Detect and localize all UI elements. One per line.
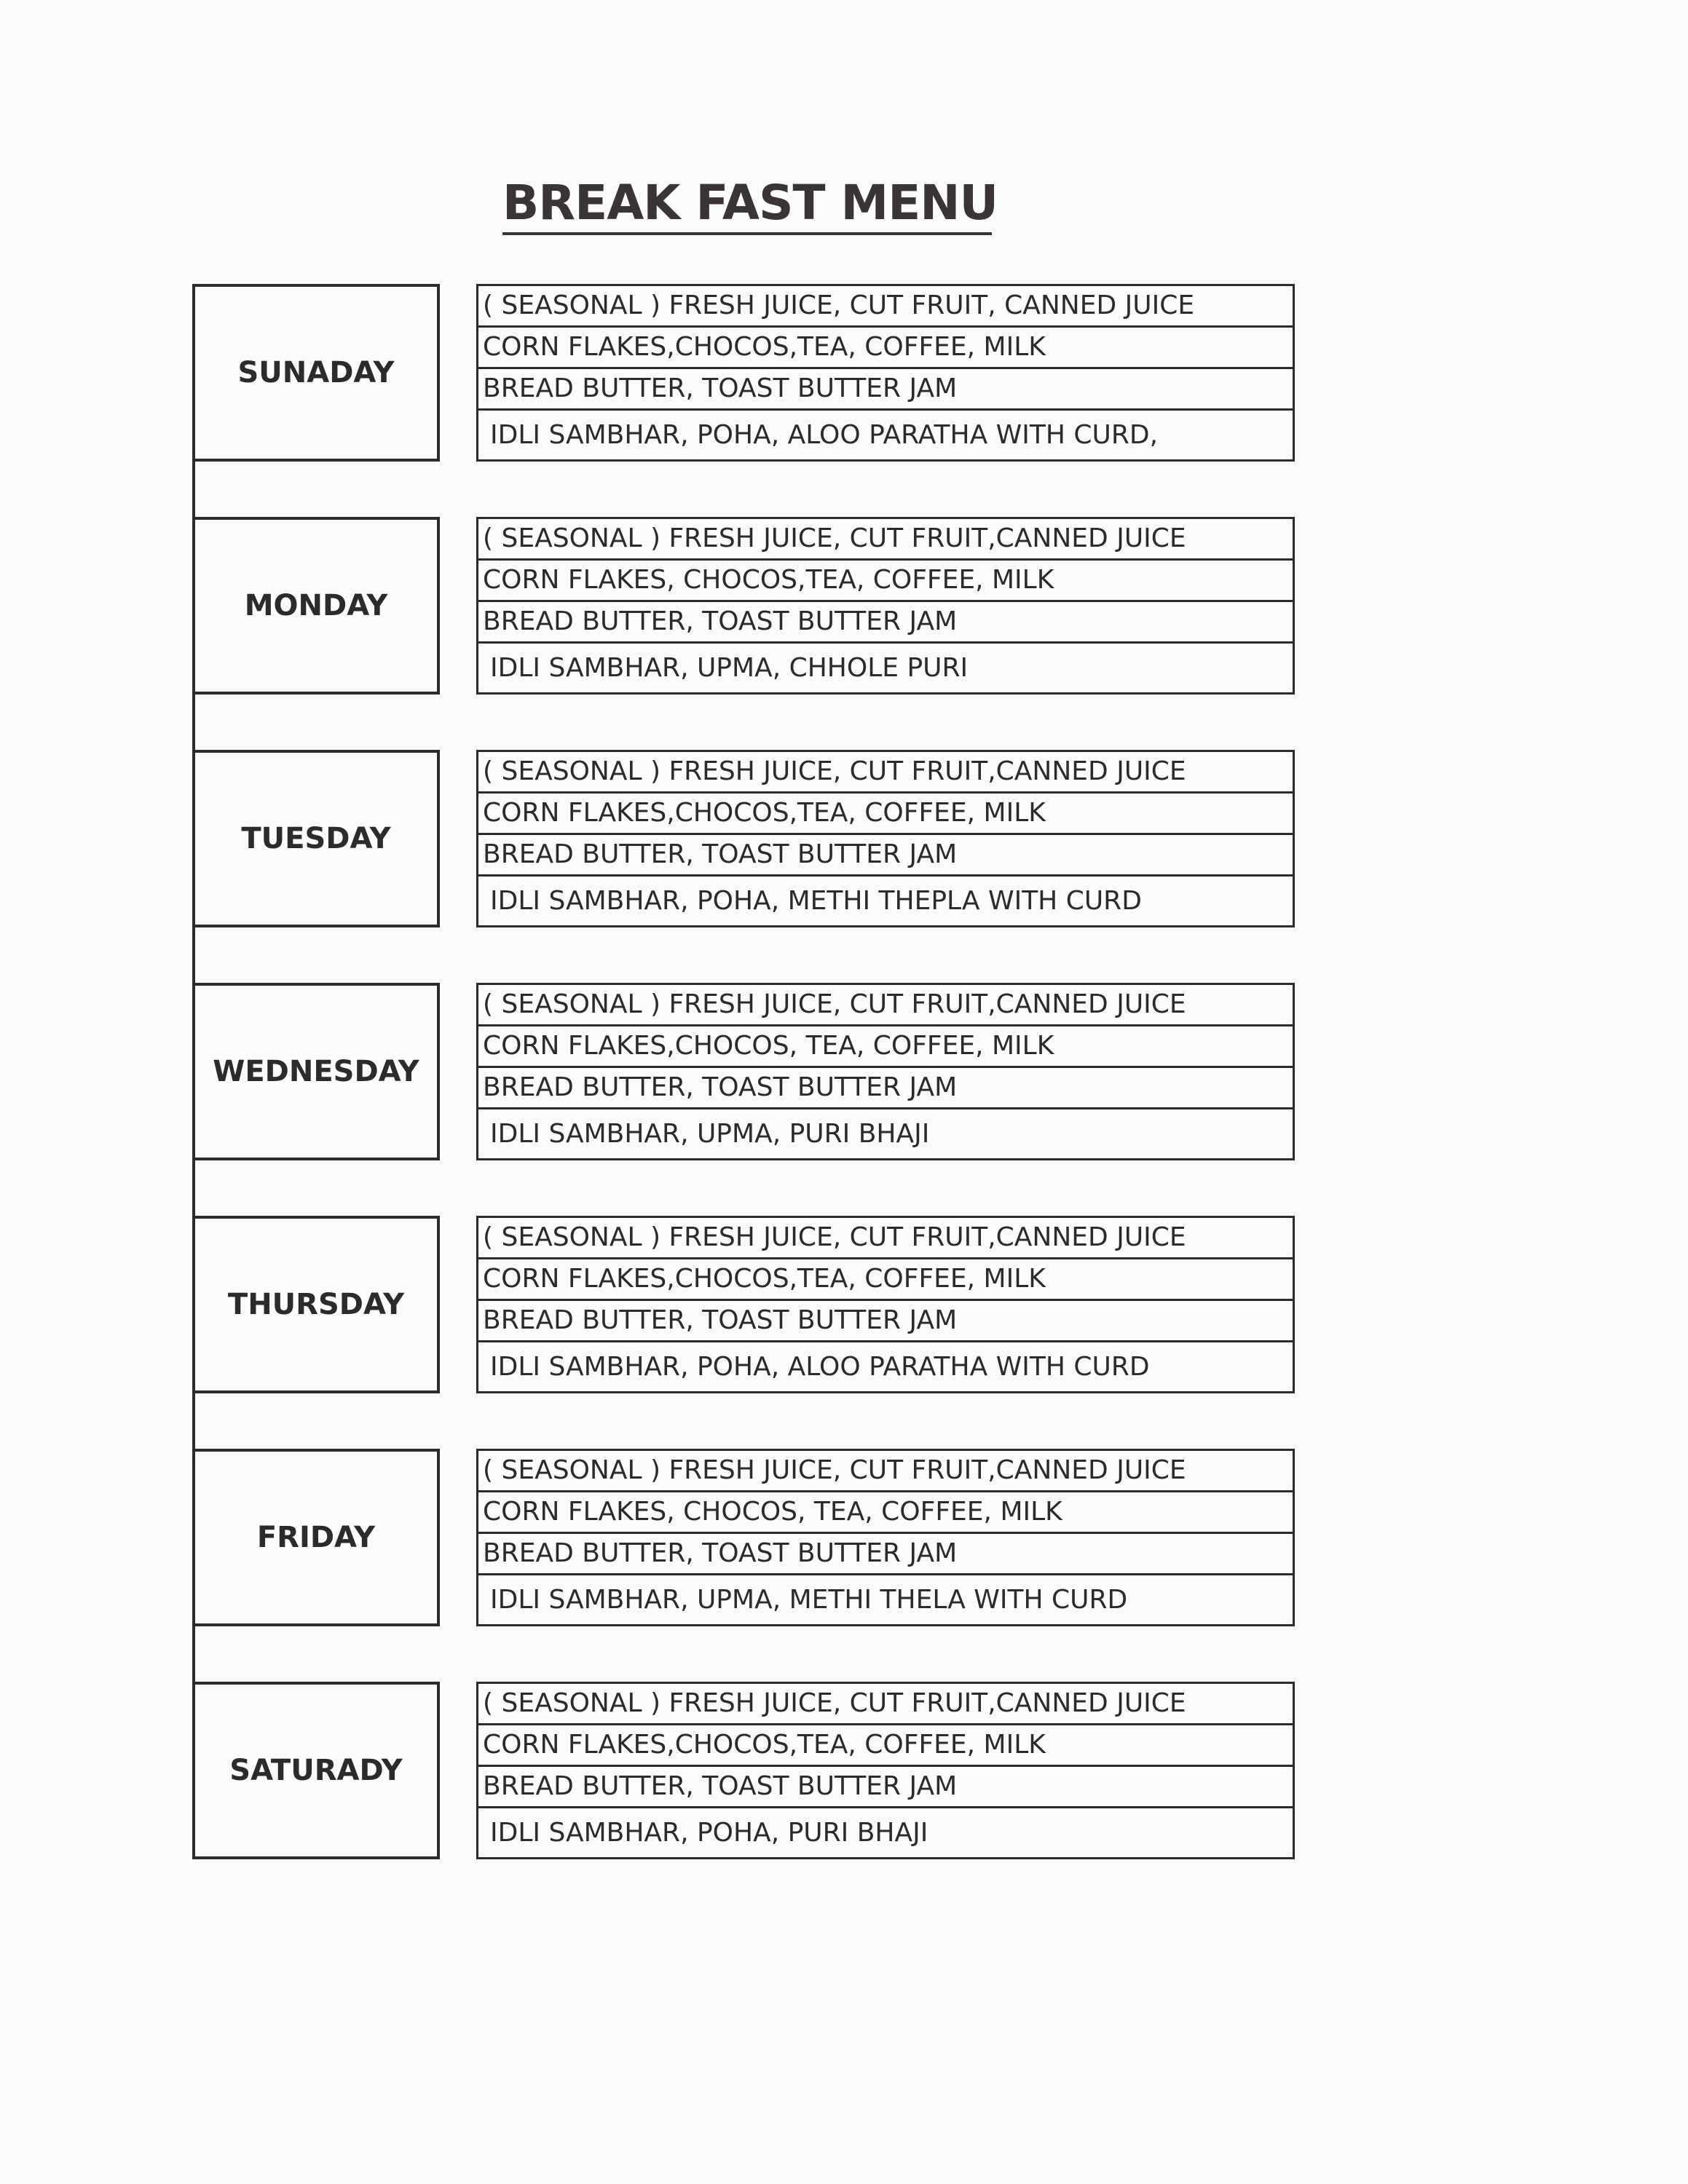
- day-label: MONDAY: [244, 589, 388, 622]
- menu-item: BREAD BUTTER, TOAST BUTTER JAM: [478, 369, 1293, 411]
- day-block-wednesday: [192, 983, 1299, 1165]
- title-underline: [502, 232, 992, 235]
- day-cell: [192, 1682, 440, 1859]
- menu-items: [476, 284, 1295, 462]
- menu-item: IDLI SAMBHAR, UPMA, PURI BHAJI: [490, 1118, 930, 1149]
- day-label: FRIDAY: [256, 1521, 376, 1554]
- menu-item: IDLI SAMBHAR, POHA, ALOO PARATHA WITH CURD: [490, 1351, 1150, 1382]
- day-label: WEDNESDAY: [213, 1055, 419, 1088]
- menu-item: CORN FLAKES,CHOCOS,TEA, COFFEE, MILK: [478, 1725, 1293, 1767]
- row-connector: [192, 1626, 195, 1682]
- row-connector: [192, 1160, 195, 1216]
- menu-item: CORN FLAKES,CHOCOS,TEA, COFFEE, MILK: [478, 1259, 1293, 1301]
- day-label: THURSDAY: [227, 1288, 405, 1321]
- menu-item: CORN FLAKES, CHOCOS, TEA, COFFEE, MILK: [478, 1492, 1293, 1534]
- day-label: SATURADY: [229, 1754, 403, 1787]
- menu-item: CORN FLAKES,CHOCOS, TEA, COFFEE, MILK: [478, 1026, 1293, 1068]
- menu-item: BREAD BUTTER, TOAST BUTTER JAM: [478, 602, 1293, 644]
- menu-table: [192, 284, 1299, 1915]
- menu-item: CORN FLAKES,CHOCOS,TEA, COFFEE, MILK: [478, 328, 1293, 369]
- day-cell: [192, 1449, 440, 1626]
- menu-item: BREAD BUTTER, TOAST BUTTER JAM: [478, 1068, 1293, 1109]
- menu-item: ( SEASONAL ) FRESH JUICE, CUT FRUIT,CANNED JUICE: [478, 985, 1293, 1026]
- menu-item: BREAD BUTTER, TOAST BUTTER JAM: [478, 1767, 1293, 1808]
- row-connector: [192, 927, 195, 983]
- menu-item: IDLI SAMBHAR, POHA, METHI THEPLA WITH CURD: [490, 885, 1142, 916]
- day-cell: [192, 1216, 440, 1393]
- day-label: SUNADAY: [237, 356, 395, 389]
- menu-item: BREAD BUTTER, TOAST BUTTER JAM: [478, 1534, 1293, 1575]
- menu-items: [476, 1682, 1295, 1859]
- menu-item: ( SEASONAL ) FRESH JUICE, CUT FRUIT, CANNED JUICE: [478, 286, 1293, 328]
- menu-item: CORN FLAKES,CHOCOS,TEA, COFFEE, MILK: [478, 794, 1293, 835]
- menu-items: [476, 983, 1295, 1160]
- page-title: BREAK FAST MENU: [502, 175, 998, 231]
- menu-items: [476, 750, 1295, 927]
- menu-item: ( SEASONAL ) FRESH JUICE, CUT FRUIT,CANNED JUICE: [478, 519, 1293, 561]
- menu-items: [476, 1449, 1295, 1626]
- day-cell: [192, 517, 440, 695]
- menu-item: IDLI SAMBHAR, UPMA, CHHOLE PURI: [490, 652, 969, 683]
- day-cell: [192, 750, 440, 927]
- menu-items: [476, 517, 1295, 695]
- day-block-saturday: [192, 1682, 1299, 1864]
- day-block-sunday: [192, 284, 1299, 466]
- day-block-friday: [192, 1449, 1299, 1631]
- menu-item: ( SEASONAL ) FRESH JUICE, CUT FRUIT,CANNED JUICE: [478, 1684, 1293, 1725]
- day-cell: [192, 983, 440, 1160]
- menu-item: IDLI SAMBHAR, POHA, ALOO PARATHA WITH CURD,: [490, 419, 1159, 450]
- menu-item: BREAD BUTTER, TOAST BUTTER JAM: [478, 1301, 1293, 1342]
- menu-item: CORN FLAKES, CHOCOS,TEA, COFFEE, MILK: [478, 561, 1293, 602]
- row-connector: [192, 695, 195, 750]
- menu-item: ( SEASONAL ) FRESH JUICE, CUT FRUIT,CANNED JUICE: [478, 1218, 1293, 1259]
- menu-item: IDLI SAMBHAR, UPMA, METHI THELA WITH CURD: [490, 1584, 1128, 1615]
- day-block-tuesday: [192, 750, 1299, 932]
- day-block-monday: [192, 517, 1299, 699]
- menu-item: ( SEASONAL ) FRESH JUICE, CUT FRUIT,CANNED JUICE: [478, 752, 1293, 794]
- row-connector: [192, 462, 195, 517]
- day-label: TUESDAY: [241, 822, 391, 855]
- menu-items: [476, 1216, 1295, 1393]
- menu-item: IDLI SAMBHAR, POHA, PURI BHAJI: [490, 1817, 928, 1848]
- menu-item: BREAD BUTTER, TOAST BUTTER JAM: [478, 835, 1293, 877]
- menu-item: ( SEASONAL ) FRESH JUICE, CUT FRUIT,CANNED JUICE: [478, 1451, 1293, 1492]
- day-block-thursday: [192, 1216, 1299, 1398]
- day-cell: [192, 284, 440, 462]
- row-connector: [192, 1393, 195, 1449]
